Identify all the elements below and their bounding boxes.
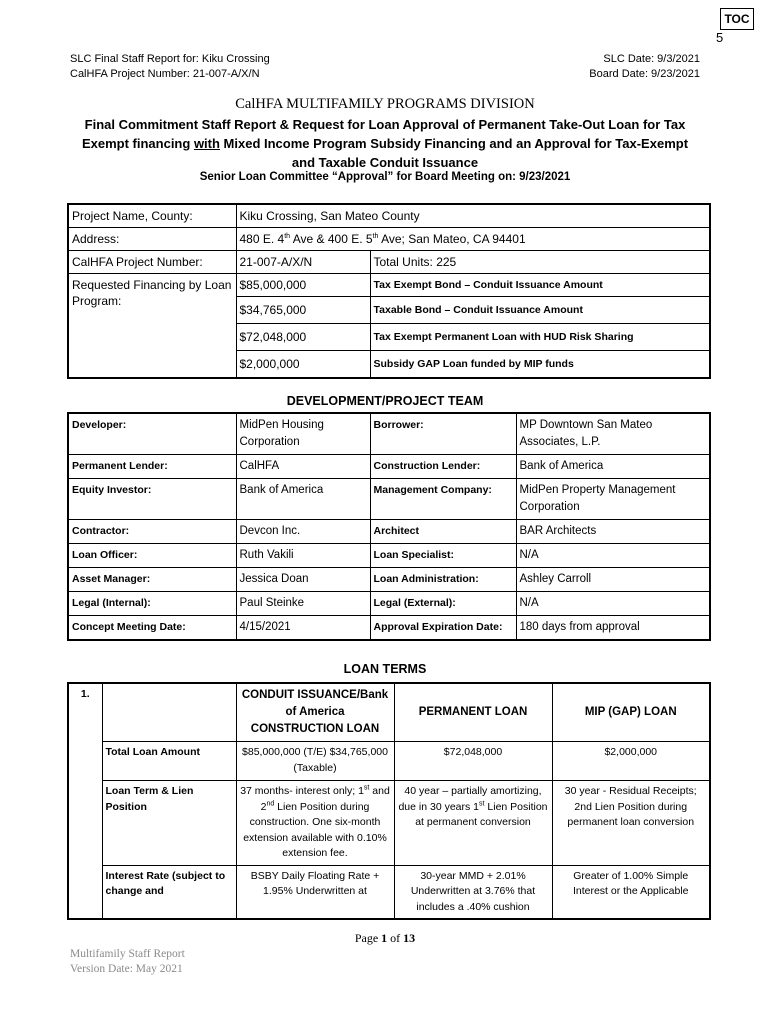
team-value: N/A [516,544,710,568]
term-sup: st [363,784,370,792]
title-line-3: and Taxable Conduit Issuance [291,155,479,170]
table-row [68,544,710,568]
team-value: Jessica Doan [236,568,370,592]
rate-c1: BSBY Daily Floating Rate + 1.95% Underwritten at [236,865,394,919]
financing-desc: Tax Exempt Bond – Conduit Issuance Amount [370,274,710,297]
table-row [68,455,710,479]
row-label: Total Loan Amount [102,742,236,781]
team-value: MidPen Property Management Corporation [516,479,710,520]
term-part: and 2 [260,785,390,813]
project-name-value: Kiku Crossing, San Mateo County [236,204,710,228]
page-mid: of [387,931,404,945]
toc-button[interactable]: TOC [720,8,754,30]
project-number-label: CalHFA Project Number: [68,251,236,274]
table-row [68,479,710,520]
term-sup: nd [266,800,275,807]
term-c3: 30 year - Residual Receipts; 2nd Lien Position during permanent loan conversion [552,781,710,866]
blank-cell [68,742,102,781]
slc-date: SLC Date: 9/3/2021 [603,53,700,65]
term-c1 [236,781,394,866]
footer-report: Multifamily Staff Report [70,948,185,960]
team-value: 4/15/2021 [236,616,370,641]
board-date: Board Date: 9/23/2021 [589,68,700,80]
team-key: Management Company: [370,479,516,520]
address-label: Address: [68,228,236,251]
financing-amount: $34,765,000 [236,297,370,324]
term-part: Lien Position during construction. One six-month extension available with 0.10% extension fee. [243,800,387,859]
team-key: Concept Meeting Date: [68,616,236,641]
team-value: BAR Architects [516,520,710,544]
team-table [67,412,711,641]
report-for: SLC Final Staff Report for: Kiku Crossing [70,53,270,65]
address-sup: th [372,233,379,240]
header-left [70,52,270,82]
column-header: MIP (GAP) LOAN [552,683,710,742]
financing-desc: Subsidy GAP Loan funded by MIP funds [370,351,710,379]
footer-version: Version Date: May 2021 [70,963,183,975]
financing-amount: $2,000,000 [236,351,370,379]
toc-page-number: 5 [716,30,724,45]
row-label: Loan Term & Lien Position [102,781,236,866]
team-value: Devcon Inc. [236,520,370,544]
total-c2: $72,048,000 [394,742,552,781]
term-part: 40 year – partially amortizing, due in 30 years 1 [398,785,542,813]
total-units: Total Units: 225 [370,251,710,274]
page-total: 13 [403,931,416,945]
financing-amount: $72,048,000 [236,324,370,351]
address-part: Ave & 400 E. 5 [290,232,373,246]
team-key: Equity Investor: [68,479,236,520]
blank-cell [68,781,102,866]
rate-c2: 30-year MMD + 2.01% Underwritten at 3.76% that includes a .40% cushion [394,865,552,919]
address-part: 480 E. 4 [239,232,285,246]
team-key: Borrower: [370,413,516,455]
loan-terms-table [67,682,711,920]
title-line-1: Final Commitment Staff Report & Request for Loan Approval of Permanent Take-Out Loan for Tax [84,117,686,132]
table-row [68,228,710,251]
column-header: CONDUIT ISSUANCE/Bank of America CONSTRUCTION LOAN [236,683,394,742]
title-line-2-pre: Exempt financing [81,136,194,151]
division-title: CalHFA MULTIFAMILY PROGRAMS DIVISION [235,96,535,112]
team-value: Bank of America [236,479,370,520]
team-heading: DEVELOPMENT/PROJECT TEAM [286,394,484,408]
team-value: MP Downtown San Mateo Associates, L.P. [516,413,710,455]
address-value [236,228,710,251]
page-current: 1 [381,931,388,945]
total-c1: $85,000,000 (T/E) $34,765,000 (Taxable) [236,742,394,781]
blank-cell [102,683,236,742]
title-line-2-post: Mixed Income Program Subsidy Financing and an Approval for Tax-Exempt [219,136,689,151]
loan-number: 1. [68,683,102,742]
total-c3: $2,000,000 [552,742,710,781]
team-key: Contractor: [68,520,236,544]
team-key: Loan Specialist: [370,544,516,568]
title-with: with [193,136,220,151]
table-row [68,274,710,297]
team-key: Approval Expiration Date: [370,616,516,641]
column-header: PERMANENT LOAN [394,683,552,742]
table-row [68,616,710,641]
page-indicator [60,931,710,946]
financing-amount: $85,000,000 [236,274,370,297]
table-row [68,568,710,592]
address-sup: th [284,233,291,240]
team-value: 180 days from approval [516,616,710,641]
financing-label: Requested Financing by Loan Program: [68,274,236,379]
table-row [68,413,710,455]
financing-desc: Tax Exempt Permanent Loan with HUD Risk Sharing [370,324,710,351]
table-row [68,592,710,616]
report-subtitle: Senior Loan Committee “Approval” for Board Meeting on: 9/23/2021 [199,171,571,183]
team-key: Legal (External): [370,592,516,616]
table-row [68,742,710,781]
table-row [68,204,710,228]
team-value: Paul Steinke [236,592,370,616]
team-key: Asset Manager: [68,568,236,592]
team-key: Permanent Lender: [68,455,236,479]
table-row [68,520,710,544]
team-key: Loan Officer: [68,544,236,568]
financing-desc: Taxable Bond – Conduit Issuance Amount [370,297,710,324]
project-number-value: 21-007-A/X/N [236,251,370,274]
term-c2 [394,781,552,866]
team-value: CalHFA [236,455,370,479]
table-row [68,251,710,274]
header-right [560,52,700,82]
team-key: Developer: [68,413,236,455]
table-row [68,683,710,742]
project-number-header: CalHFA Project Number: 21-007-A/X/N [70,68,260,80]
team-value: N/A [516,592,710,616]
table-row [68,781,710,866]
row-label [102,865,236,919]
project-table [67,203,711,379]
loan-terms-heading: LOAN TERMS [343,662,427,676]
term-part: Lien Position at permanent conversion [415,800,548,828]
address-part: Ave; San Mateo, CA 94401 [378,232,526,246]
blank-cell [68,865,102,919]
title-line-2 [60,134,710,153]
rate-label: Interest Rate (subject to change and [105,869,226,897]
rate-c3: Greater of 1.00% Simple Interest or the Applicable [552,865,710,919]
team-key: Legal (Internal): [68,592,236,616]
page-pre: Page [354,931,382,945]
team-key: Architect [370,520,516,544]
team-key: Construction Lender: [370,455,516,479]
footer-info [70,947,185,977]
team-value: Bank of America [516,455,710,479]
project-name-label: Project Name, County: [68,204,236,228]
team-value: Ashley Carroll [516,568,710,592]
term-part: 37 months- interest only; 1 [240,785,364,797]
team-key: Loan Administration: [370,568,516,592]
report-title [60,115,710,172]
table-row [68,865,710,919]
team-value: Ruth Vakili [236,544,370,568]
term-sup: st [479,800,485,807]
team-value: MidPen Housing Corporation [236,413,370,455]
